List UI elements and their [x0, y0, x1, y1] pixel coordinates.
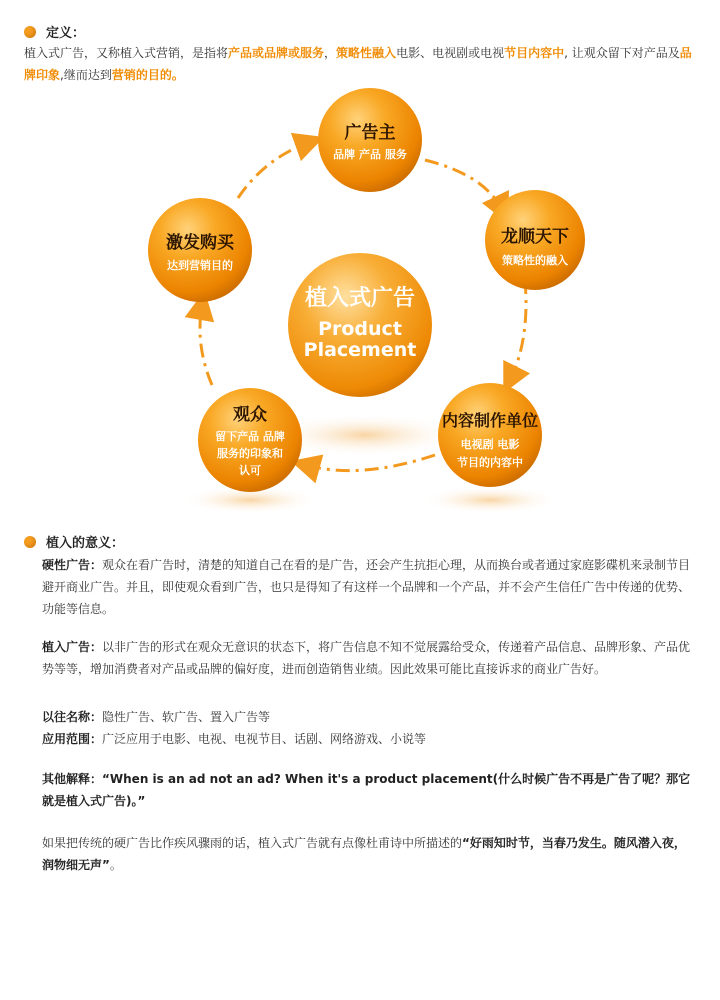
node-advertiser-line-1: 品牌 产品 服务: [333, 148, 407, 161]
definition-heading: [24, 22, 85, 41]
closing-end: 。: [109, 858, 122, 872]
closing-text: 如果把传统的硬广告比作疾风骤雨的话，植入式广告就有点像杜甫诗中所描述的: [42, 836, 463, 850]
def-text-1: 植入式广告，又称植入式营销，是指将: [24, 46, 229, 60]
node-longshun-title: 龙顺天下: [501, 227, 569, 247]
def-highlight-3: 节目内容中: [504, 46, 565, 60]
meaning-heading: [24, 532, 124, 551]
def-text-3: 电影、电视剧或电视: [396, 46, 505, 60]
center-en-1: Product: [318, 318, 402, 340]
former-names-text: 隐性广告、软广告、置入广告等: [102, 710, 271, 724]
bullet-icon: [24, 26, 36, 38]
def-text-5: ,继而达到: [60, 68, 112, 82]
node-audience-title: 观众: [233, 405, 267, 425]
closing-paragraph: [42, 832, 692, 876]
scope-line: [42, 728, 692, 750]
implant-ad-paragraph: [42, 636, 692, 680]
def-highlight-6: 营销的目的。: [111, 68, 184, 82]
node-audience-line-1: 留下产品 品牌: [215, 430, 285, 443]
node-longshun: [485, 190, 585, 290]
node-advertiser: [318, 88, 422, 192]
other-explanation-text: “When is an ad not an ad? When it's a product placement(什么时候广告不再是广告了呢？那它就是植入式广告)。”: [42, 772, 691, 808]
node-content-producer-line-2: 节目的内容中: [457, 456, 523, 469]
other-explanation-paragraph: [42, 768, 692, 812]
def-highlight-2: 策略性融入: [336, 46, 397, 60]
node-purchase-title: 激发购买: [166, 233, 234, 253]
other-explanation-label: 其他解释：: [42, 772, 103, 786]
scope-text: 广泛应用于电影、电视、电视节目、话剧、网络游戏、小说等: [102, 732, 427, 746]
node-audience: [198, 388, 302, 492]
node-content-producer-line-1: 电视剧 电影: [460, 438, 520, 451]
center-en-2: Placement: [303, 339, 417, 361]
center-circle: [288, 253, 432, 397]
node-purchase-line-1: 达到营销目的: [167, 259, 233, 272]
bullet-icon: [24, 536, 36, 548]
definition-heading-text: 定义：: [46, 26, 86, 41]
def-text-2: ，: [324, 46, 337, 60]
closing-poem: “好雨知时节，当春乃发生。随风潜入夜，润物细无声”: [42, 836, 686, 872]
placement-cycle-diagram: [0, 80, 720, 520]
node-content-producer-title: 内容制作单位: [441, 411, 539, 430]
node-advertiser-title: 广告主: [344, 123, 396, 143]
former-names-line: [42, 706, 692, 728]
meaning-heading-text: 植入的意义：: [46, 536, 125, 551]
implant-ad-text: 以非广告的形式在观众无意识的状态下，将广告信息不知不觉展露给受众，传递着产品信息、品牌形象、产品优势等等，增加消费者对产品或品牌的偏好度，进而创造销售业绩。因此效果可能比直接诉求的商业广告好。: [42, 640, 691, 676]
node-audience-line-2: 服务的印象和: [217, 447, 283, 460]
scope-label: 应用范围：: [42, 732, 103, 746]
implant-ad-label: 植入广告：: [42, 640, 103, 654]
def-highlight-5: 牌印象: [24, 68, 61, 82]
hard-ad-label: 硬性广告：: [42, 558, 103, 572]
hard-ad-paragraph: [42, 554, 692, 620]
center-title: 植入式广告: [304, 286, 416, 311]
def-text-4: , 让观众留下对产品及: [564, 46, 680, 60]
node-longshun-line-1: 策略性的融入: [502, 254, 568, 267]
hard-ad-text: 观众在看广告时，清楚的知道自己在看的是广告，还会产生抗拒心理，从而换台或者通过家庭影碟机来录制节目避开商业广告。并且，即使观众看到广告，也只是得知了有这样一个品牌和一个产品，并不会产生信任广告中传递的优势、功能等信息。: [42, 558, 691, 616]
node-audience-line-3: 认可: [239, 464, 261, 477]
def-highlight-1: 产品或品牌或服务: [228, 46, 325, 60]
node-purchase: [148, 198, 252, 302]
former-names-label: 以往名称：: [42, 710, 103, 724]
def-highlight-4: 品: [679, 46, 692, 60]
node-content-producer: [438, 383, 542, 487]
